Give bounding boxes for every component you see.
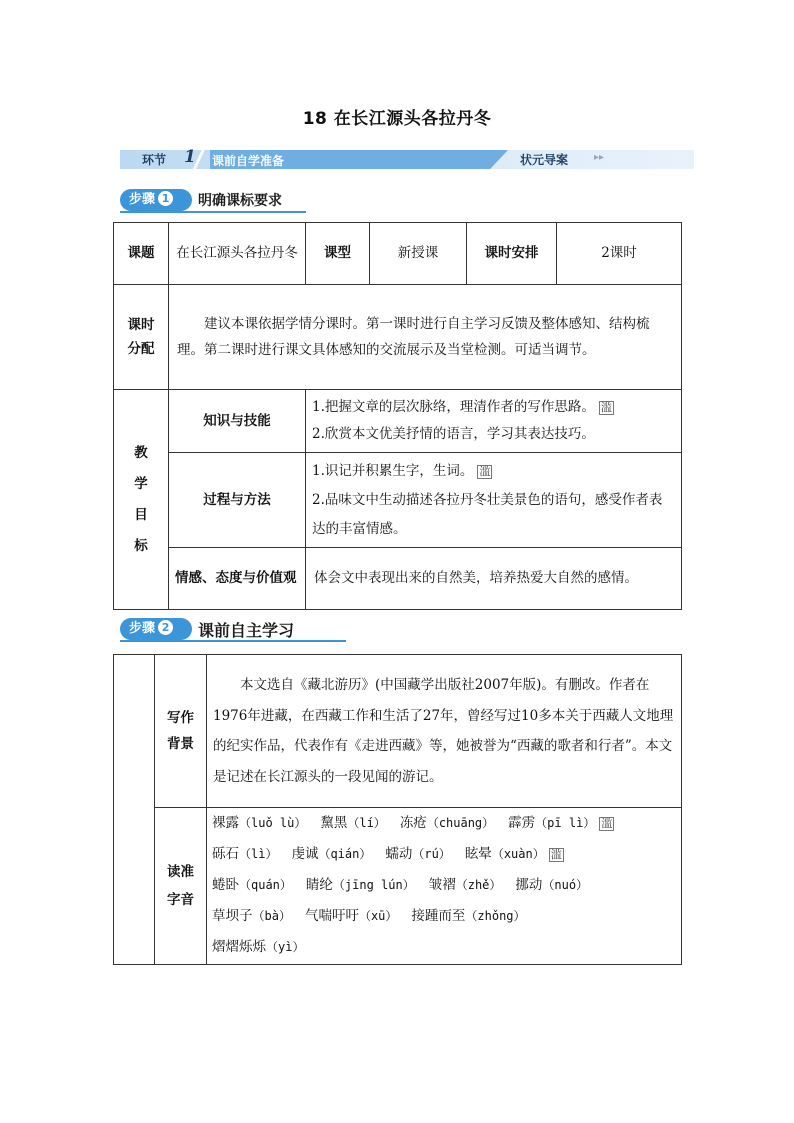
process-label: 过程与方法 [169, 453, 306, 548]
process-goal-1: 1.识记并积累生字，生词。 [312, 462, 474, 479]
step-1-pill [120, 189, 192, 211]
pronunciation-pinyin: （jīng lún） [332, 878, 415, 892]
knowledge-goal-1: 1.把握文章的层次脉络，理清作者的写作思路。 [312, 399, 595, 415]
pronunciation-item [385, 839, 450, 870]
pronunciation-item [508, 808, 595, 839]
banner-segment-name: 课前自学准备 [212, 154, 285, 168]
header-allocation: 课时分配 [114, 285, 169, 390]
pronunciation-pinyin: （quán） [239, 878, 292, 892]
knowledge-cell [306, 390, 682, 453]
knowledge-label: 知识与技能 [169, 390, 306, 453]
double-arrow-icon: ▸▸ [594, 152, 605, 163]
background-text: 本文选自《藏北游历》(中国藏学出版社2007年版)。有删改。作者在1976年进藏，在西藏工作和生活了27年，曾经写过10多本关于西藏人文地理的纪实作品，代表作有《走进西藏》等，她被誉为“西藏的歌者和行者”。本文是记述在长江源头的一段见闻的游记。 [207, 655, 682, 808]
self-study-table [113, 654, 682, 965]
pronunciation-word: 睛纶 [305, 877, 333, 893]
pronunciation-item [320, 808, 385, 839]
knowledge-goal-2: 2.欣赏本文优美抒情的语言，学习其表达技巧。 [312, 426, 595, 442]
pronunciation-item [212, 901, 291, 932]
step-2-title: 课前自主学习 [198, 621, 295, 640]
pronunciation-item [515, 870, 588, 901]
pronunciation-pinyin: （luǒ lù） [239, 816, 307, 830]
pronunciation-item [305, 901, 397, 932]
pronunciation-item [400, 808, 494, 839]
banner-segment-label: 环节 [142, 153, 167, 167]
step-1-label: 步骤 [129, 192, 156, 207]
pronunciation-cell [207, 808, 682, 965]
section-banner [120, 147, 694, 169]
pronunciation-word: 眩晕 [464, 846, 492, 862]
header-type: 课型 [306, 223, 370, 285]
pronunciation-item [291, 839, 371, 870]
pronunciation-word: 黧黑 [320, 815, 348, 831]
step-2-label: 步骤 [129, 621, 156, 636]
type-value: 新授课 [370, 223, 467, 285]
pronunciation-row [212, 870, 676, 901]
pronunciation-row [212, 901, 676, 932]
pronunciation-word: 蜷卧 [212, 877, 239, 893]
pronunciation-word: 挪动 [515, 877, 543, 893]
step-2-underline [120, 640, 346, 642]
background-label: 写作背景 [155, 655, 207, 808]
pronunciation-pinyin: （bà） [252, 909, 291, 923]
pronunciation-item [212, 808, 306, 839]
blank-side-cell [114, 655, 155, 965]
pronunciation-word: 冻疮 [399, 815, 427, 831]
pronunciation-list [212, 808, 676, 963]
pronunciation-pinyin: （pī lì） [535, 816, 596, 830]
pronunciation-word: 熠熠烁烁 [212, 939, 266, 955]
pronunciation-pinyin: （qián） [318, 847, 372, 861]
pronunciation-row [212, 932, 676, 963]
pronunciation-pinyin: （chuāng） [426, 816, 495, 830]
pronunciation-word: 草坝子 [212, 908, 253, 924]
marker-icon: 滥 [600, 401, 612, 414]
pronunciation-word: 蠕动 [385, 846, 413, 862]
pronunciation-word: 接踵而至 [411, 908, 466, 924]
header-goals: 教学目标 [114, 390, 169, 610]
process-cell [306, 453, 682, 548]
pronunciation-pinyin: （zhǒng） [465, 909, 526, 923]
step-1-underline [120, 211, 306, 213]
pronunciation-pinyin: （lì） [239, 847, 278, 861]
pronunciation-item [429, 870, 502, 901]
step-1-title: 明确课标要求 [198, 193, 282, 209]
pronunciation-pinyin: （zhě） [455, 878, 502, 892]
pronunciation-word: 裸露 [212, 815, 239, 831]
pronunciation-pinyin: （lí） [347, 816, 386, 830]
marker-icon: 滥 [601, 817, 613, 830]
step-2-number: 2 [158, 620, 173, 635]
pronunciation-pinyin: （nuó） [542, 878, 589, 892]
pronunciation-row [212, 808, 676, 839]
emotion-goal-1: 体会文中表现出来的自然美，培养热爱大自然的感情。 [306, 548, 682, 610]
schedule-value: 2课时 [557, 223, 682, 285]
course-info-table [113, 222, 682, 610]
pronunciation-word: 霹雳 [508, 815, 536, 831]
pronunciation-item [306, 870, 415, 901]
pronunciation-word: 气喘吁吁 [304, 908, 359, 924]
step-2-pill [120, 618, 192, 640]
header-schedule: 课时安排 [467, 223, 557, 285]
header-topic: 课题 [114, 223, 169, 285]
pronunciation-word: 砾石 [212, 846, 239, 862]
banner-right-label: 状元导案 [520, 153, 569, 167]
pronunciation-item [411, 901, 525, 932]
pronunciation-label: 读准字音 [155, 808, 207, 965]
pronunciation-pinyin: （xū） [358, 909, 398, 923]
pronunciation-item [212, 870, 292, 901]
pronunciation-item [465, 839, 545, 870]
pronunciation-pinyin: （rú） [412, 847, 451, 861]
pronunciation-pinyin: （yì） [266, 940, 305, 954]
pronunciation-word: 皱褶 [428, 877, 456, 893]
process-goal-2: 2.品味文中生动描述各拉丹冬壮美景色的语句，感受作者表达的丰富情感。 [312, 491, 663, 537]
pronunciation-word: 虔诚 [291, 846, 319, 862]
marker-icon: 滥 [479, 464, 491, 478]
pronunciation-item [212, 839, 277, 870]
pronunciation-pinyin: （xuàn） [491, 847, 545, 861]
topic-value: 在长江源头各拉丹冬 [169, 223, 306, 285]
emotion-label: 情感、态度与价值观 [169, 548, 306, 610]
banner-segment-number: 1 [184, 147, 196, 167]
page-title: 18 在长江源头各拉丹冬 [302, 109, 492, 129]
step-1-number: 1 [158, 191, 173, 206]
pronunciation-row [212, 839, 676, 870]
pronunciation-item [212, 932, 304, 963]
allocation-text: 建议本课依据学情分课时。第一课时进行自主学习反馈及整体感知、结构梳理。第二课时进行课文具体感知的交流展示及当堂检测。可适当调节。 [169, 285, 682, 390]
marker-icon: 滥 [550, 848, 562, 861]
